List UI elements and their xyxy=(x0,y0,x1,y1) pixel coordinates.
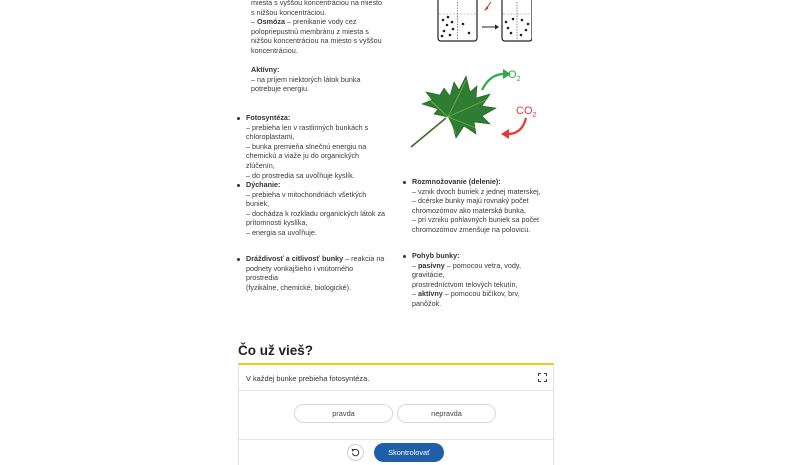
active-line-1: – na príjem niektorých látok bunka xyxy=(251,74,361,84)
photosynthesis-line: chloroplastami, xyxy=(246,132,295,142)
photosynthesis-line: – prebieha len v rastlinných bunkách s xyxy=(246,122,369,132)
respiration-line: – prebieha v mitochondriách všetkých xyxy=(246,189,367,199)
respiration-term: Dýchanie: xyxy=(246,180,281,189)
photosynthesis-line: – bunka premieňa slnečnú energiu na xyxy=(246,141,367,151)
irritability-bullet xyxy=(237,258,240,261)
passive-movement-rest: – pomocou vetra, vody, xyxy=(444,260,521,270)
irritability-text xyxy=(246,254,384,292)
respiration-line: – dochádza k rozkladu organických látok za xyxy=(246,208,386,218)
movement-bullet xyxy=(403,255,406,258)
active-movement-term: aktívny xyxy=(418,289,443,299)
photosynthesis-text xyxy=(246,113,368,180)
reproduction-line: chromozómov zmenšuje na polovicu. xyxy=(412,224,531,234)
photosynthesis-line: zlúčenín, xyxy=(246,160,275,170)
passive-line-1: miesta s vyššou koncentráciou na miesto xyxy=(251,0,383,7)
o2-arrow xyxy=(482,74,504,90)
diffusion-illustration xyxy=(436,0,532,42)
passive-line-2: s nižšou koncentráciou. xyxy=(251,7,327,17)
passive-movement-term: pasívny xyxy=(418,260,445,270)
irritability-term: Dráždivosť a citlivosť bunky xyxy=(246,254,344,263)
active-movement-rest: – pomocou bičíkov, brv, xyxy=(442,289,520,299)
irritability-line: prostredia xyxy=(246,273,278,283)
active-transport-text xyxy=(251,65,360,94)
passive-transport-text: miesta s vyššou koncentráciou na miesto s nižšou koncentráciou. – Osmóza – prenikanie vody cez polopriepustnú membránu z miesta s nižšou koncentráciou na miesto s vyššou koncentráciou. xyxy=(251,0,383,55)
active-movement-line: panôžok. xyxy=(412,298,442,308)
co2-label: $CO_2$ xyxy=(516,105,537,119)
osmosis-line-3: nižšou koncentráciou na miesto s vyššou xyxy=(251,36,382,46)
irritability-line-1: – reakcia na xyxy=(343,254,385,263)
o2-label: $O_2$ xyxy=(508,69,521,83)
check-button[interactable]: Skontrolovať xyxy=(374,443,444,462)
active-line-2: potrebuje energiu. xyxy=(251,84,309,94)
leaf-stem xyxy=(411,118,446,147)
answer-true-button[interactable]: pravda xyxy=(294,404,393,423)
reproduction-line: chromozómov ako materská bunka, xyxy=(412,205,526,215)
respiration-text xyxy=(246,180,385,238)
passive-movement-line: gravitácie, xyxy=(412,270,445,280)
respiration-line: buniek, xyxy=(246,199,270,209)
movement-term: Pohyb bunky: xyxy=(412,251,460,260)
reproduction-line: – vznik dvoch buniek z jednej materskej, xyxy=(412,186,541,196)
respiration-line: – energia sa uvoľňuje. xyxy=(246,227,317,237)
osmosis-term: Osmóza xyxy=(257,17,285,27)
passive-movement-line: prostredníctvom telových tekutín, xyxy=(412,279,518,289)
irritability-line: podnety vonkajšieho i vnútorného xyxy=(246,263,354,273)
answer-false-button[interactable]: nepravda xyxy=(397,404,496,423)
photosynthesis-line: chemickú a viaže ju do organických xyxy=(246,151,360,161)
reset-button[interactable] xyxy=(347,444,364,461)
quiz-footer-divider xyxy=(238,439,554,440)
photosynthesis-term: Fotosyntéza: xyxy=(246,113,291,122)
quiz-question: V každej bunke prebieha fotosyntéza. xyxy=(246,374,370,383)
osmosis-line-4: koncentráciou. xyxy=(251,45,298,55)
respiration-bullet xyxy=(237,184,240,187)
respiration-line: prítomnosti kyslíka, xyxy=(246,218,308,228)
reproduction-text xyxy=(412,177,541,235)
reproduction-line: – dcérske bunky majú rovnaký počet xyxy=(412,196,529,206)
osmosis-line-2: polopriepustnú membránu z miesta s xyxy=(251,26,369,36)
leaf-illustration xyxy=(404,62,550,160)
reproduction-bullet xyxy=(403,181,406,184)
photosynthesis-line: – do prostredia sa uvoľňuje kyslík. xyxy=(246,170,355,180)
active-term: Aktívny: xyxy=(251,65,280,74)
irritability-line: (fyzikálne, chemické, biologické). xyxy=(246,282,352,292)
osmosis-line-1: – prenikanie vody cez xyxy=(284,17,357,27)
quiz-heading: Čo už vieš? xyxy=(238,343,314,358)
reproduction-line: – pri vzniku pohlavných buniek sa počet xyxy=(412,215,540,225)
reset-icon xyxy=(351,448,360,457)
movement-text: Pohyb bunky: – pasívny – pomocou vetra, vody, gravitácie, prostredníctvom telových tekutín, – aktívny – pomocou bičíkov, brv, panôžok. xyxy=(412,251,521,308)
reproduction-term: Rozmnožovanie (delenie): xyxy=(412,177,501,186)
co2-arrow xyxy=(508,118,526,134)
expand-icon[interactable] xyxy=(538,373,547,382)
quiz-question-bar xyxy=(239,365,553,391)
photosynthesis-bullet xyxy=(237,117,240,120)
